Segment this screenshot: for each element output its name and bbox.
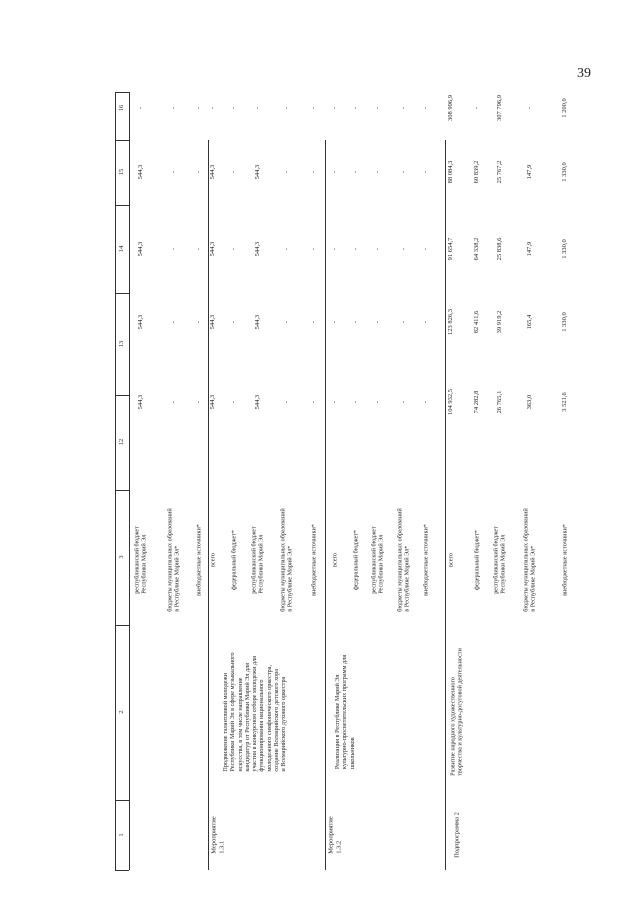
row-1-value-3-0: - bbox=[283, 400, 291, 404]
group-sep-1 bbox=[325, 140, 326, 870]
header-col-14: 14 bbox=[118, 245, 126, 253]
row-3-source-1: федеральный бюджет* bbox=[473, 529, 481, 591]
row-name-1: Продвижение талантливой молодежи Республики Марий Эл в сфере музыкального искусства, в том числе направление кандидатур от Республики Марий Эл для участия в конкурсном отборе молодежи для функционирования национального молодежного симфонического оркестра, создание Всемарийского детского хора и Всемарийского духового оркестра bbox=[222, 652, 288, 772]
row-2-value-0-1: - bbox=[331, 320, 339, 324]
row-3-value-0-2: 91 654,7 bbox=[447, 237, 455, 261]
row-1-value-1-2: - bbox=[230, 247, 238, 251]
header-col-12: 12 bbox=[118, 438, 126, 446]
row-0-value-0-3: 544,3 bbox=[137, 164, 145, 180]
row-2-value-4-3: - bbox=[422, 170, 430, 174]
row-0-value-0-2: 544,3 bbox=[137, 241, 145, 257]
header-bottom bbox=[115, 870, 129, 871]
row-2-value-1-2: - bbox=[352, 247, 360, 251]
row-3-value-3-4: - bbox=[526, 106, 534, 110]
header-col-sep-0 bbox=[115, 140, 129, 141]
row-2-source-0: всего bbox=[331, 553, 339, 567]
header-col-15: 15 bbox=[118, 168, 126, 176]
row-3-value-4-0: 3 521,6 bbox=[561, 392, 569, 412]
row-3-value-4-1: 1 330,0 bbox=[561, 312, 569, 332]
header-top bbox=[115, 92, 129, 93]
row-3-value-1-4: - bbox=[473, 106, 481, 110]
row-0-value-1-3: - bbox=[170, 170, 178, 174]
header-col-2: 2 bbox=[118, 710, 126, 714]
row-3-source-2: республиканский бюджет Республики Марий Эл bbox=[492, 526, 507, 594]
row-0-value-1-4: - bbox=[170, 106, 178, 110]
row-1-value-2-1: 544,3 bbox=[254, 314, 262, 330]
row-1-value-2-0: 544,3 bbox=[254, 394, 262, 410]
row-1-value-4-0: - bbox=[310, 400, 318, 404]
row-1-value-2-3: 544,3 bbox=[254, 164, 262, 180]
row-0-value-1-1: - bbox=[170, 320, 178, 324]
row-2-value-4-2: - bbox=[422, 247, 430, 251]
row-1-value-1-0: - bbox=[230, 400, 238, 404]
row-3-value-4-3: 1 330,0 bbox=[561, 162, 569, 182]
row-3-value-3-1: 165,4 bbox=[526, 314, 534, 330]
row-3-value-0-4: 308 996,9 bbox=[447, 95, 455, 121]
row-2-value-2-0: - bbox=[374, 400, 382, 404]
row-code-2: Мероприятие 1.3.2 bbox=[327, 816, 342, 854]
row-1-value-0-0: 544,3 bbox=[209, 394, 217, 410]
table-header-divider bbox=[129, 92, 130, 870]
row-1-source-3: бюджеты муниципальных образований в Республике Марий Эл* bbox=[279, 508, 294, 612]
row-2-source-4: внебюджетные источники* bbox=[422, 524, 430, 596]
header-col-sep-2 bbox=[115, 293, 129, 294]
row-2-value-3-1: - bbox=[400, 320, 408, 324]
row-3-value-1-0: 74 282,8 bbox=[473, 390, 481, 414]
row-1-value-3-2: - bbox=[283, 247, 291, 251]
row-3-value-4-2: 1 330,0 bbox=[561, 239, 569, 259]
row-1-source-2: республиканский бюджет Республики Марий Эл bbox=[250, 526, 265, 594]
row-2-value-4-1: - bbox=[422, 320, 430, 324]
row-1-value-0-2: 544,3 bbox=[209, 241, 217, 257]
row-2-value-1-4: - bbox=[352, 106, 360, 110]
row-name-2: Реализация в Республике Марий Эл культурно-просветительских программ для школьников bbox=[334, 654, 356, 770]
row-0-source-0: республиканский бюджет Республики Марий Эл bbox=[133, 526, 148, 594]
row-1-value-0-4: - bbox=[209, 106, 217, 110]
row-2-value-3-4: - bbox=[400, 106, 408, 110]
header-col-13: 13 bbox=[118, 340, 126, 348]
row-2-source-2: республиканский бюджет Республики Марий Эл bbox=[370, 526, 385, 594]
row-0-value-1-0: - bbox=[170, 400, 178, 404]
header-col-sep-6 bbox=[115, 800, 129, 801]
row-0-value-0-4: - bbox=[137, 106, 145, 110]
row-0-value-2-4: - bbox=[195, 106, 203, 110]
row-3-value-3-3: 147,9 bbox=[526, 164, 534, 180]
row-2-value-0-3: - bbox=[331, 170, 339, 174]
row-3-value-2-3: 25 767,2 bbox=[496, 160, 504, 184]
row-name-3: Развитие народного художественного творчества и культурно-досуговой деятельности bbox=[449, 648, 464, 776]
row-1-value-4-3: - bbox=[310, 170, 318, 174]
header-col-16: 16 bbox=[118, 104, 126, 112]
row-2-value-3-3: - bbox=[400, 170, 408, 174]
row-2-value-4-0: - bbox=[422, 400, 430, 404]
row-2-value-4-4: - bbox=[422, 106, 430, 110]
header-col-sep-1 bbox=[115, 205, 129, 206]
header-col-sep-3 bbox=[115, 395, 129, 396]
row-0-value-2-3: - bbox=[195, 170, 203, 174]
row-1-value-3-4: - bbox=[283, 106, 291, 110]
row-1-value-2-4: - bbox=[254, 106, 262, 110]
row-3-source-3: бюджеты муниципальных образований в Республике Марий Эл* bbox=[522, 508, 537, 612]
row-code-1: Мероприятие 1.3.1 bbox=[210, 816, 225, 854]
row-3-source-0: всего bbox=[447, 553, 455, 567]
row-3-value-0-3: 88 084,3 bbox=[447, 160, 455, 184]
row-1-value-3-1: - bbox=[283, 320, 291, 324]
header-col-sep-4 bbox=[115, 490, 129, 491]
header-col-sep-5 bbox=[115, 625, 129, 626]
row-3-value-2-4: 307 796,9 bbox=[496, 95, 504, 121]
row-1-value-0-1: 544,3 bbox=[209, 314, 217, 330]
row-1-source-1: федеральный бюджет* bbox=[230, 529, 238, 591]
row-0-value-1-2: - bbox=[170, 247, 178, 251]
row-3-value-1-1: 82 411,6 bbox=[473, 310, 481, 334]
row-3-value-2-1: 39 919,2 bbox=[496, 310, 504, 334]
row-1-value-4-4: - bbox=[310, 106, 318, 110]
row-3-value-2-0: 26 765,1 bbox=[496, 390, 504, 414]
group-sep-2 bbox=[445, 140, 446, 870]
row-2-value-0-0: - bbox=[331, 400, 339, 404]
row-2-value-1-3: - bbox=[352, 170, 360, 174]
row-3-value-1-2: 64 338,2 bbox=[473, 237, 481, 261]
row-3-value-3-0: 363,0 bbox=[526, 394, 534, 410]
row-1-value-2-2: 544,3 bbox=[254, 241, 262, 257]
row-code-3: Подпрограмма 2 bbox=[453, 812, 461, 858]
row-2-value-2-4: - bbox=[374, 106, 382, 110]
row-3-value-2-2: 25 838,6 bbox=[496, 237, 504, 261]
row-2-value-1-0: - bbox=[352, 400, 360, 404]
row-1-value-1-1: - bbox=[230, 320, 238, 324]
row-0-value-2-2: - bbox=[195, 247, 203, 251]
row-0-value-2-1: - bbox=[195, 320, 203, 324]
row-3-value-3-2: 147,9 bbox=[526, 241, 534, 257]
row-3-value-0-1: 123 826,3 bbox=[447, 309, 455, 335]
header-col-3: 3 bbox=[118, 555, 126, 559]
table-border-left bbox=[115, 92, 116, 870]
row-2-source-3: бюджеты муниципальных образований в Республике Марий Эл* bbox=[396, 508, 411, 612]
row-0-source-1: бюджеты муниципальных образований в Республике Марий Эл* bbox=[166, 508, 181, 612]
row-1-value-1-4: - bbox=[230, 106, 238, 110]
row-0-value-0-0: 544,3 bbox=[137, 394, 145, 410]
header-col-1: 1 bbox=[118, 833, 126, 837]
row-3-value-1-3: 60 839,2 bbox=[473, 160, 481, 184]
row-0-value-0-1: 544,3 bbox=[137, 314, 145, 330]
row-2-value-3-2: - bbox=[400, 247, 408, 251]
row-2-value-1-1: - bbox=[352, 320, 360, 324]
row-2-value-3-0: - bbox=[400, 400, 408, 404]
row-2-value-2-1: - bbox=[374, 320, 382, 324]
row-2-value-2-3: - bbox=[374, 170, 382, 174]
row-2-value-0-2: - bbox=[331, 247, 339, 251]
row-3-value-4-4: 1 200,0 bbox=[561, 98, 569, 118]
row-1-value-1-3: - bbox=[230, 170, 238, 174]
row-3-value-0-0: 104 932,5 bbox=[447, 389, 455, 415]
row-1-value-0-3: 544,3 bbox=[209, 164, 217, 180]
row-0-value-2-0: - bbox=[195, 400, 203, 404]
row-1-source-0: всего bbox=[209, 553, 217, 567]
row-1-value-4-2: - bbox=[310, 247, 318, 251]
row-2-source-1: федеральный бюджет* bbox=[352, 529, 360, 591]
page-number: 39 bbox=[577, 66, 591, 81]
row-3-source-4: внебюджетные источники* bbox=[561, 524, 569, 596]
row-2-value-0-4: - bbox=[331, 106, 339, 110]
row-2-value-2-2: - bbox=[374, 247, 382, 251]
row-1-value-4-1: - bbox=[310, 320, 318, 324]
row-1-value-3-3: - bbox=[283, 170, 291, 174]
row-0-source-2: внебюджетные источники* bbox=[195, 524, 203, 596]
row-1-source-4: внебюджетные источники* bbox=[310, 524, 318, 596]
